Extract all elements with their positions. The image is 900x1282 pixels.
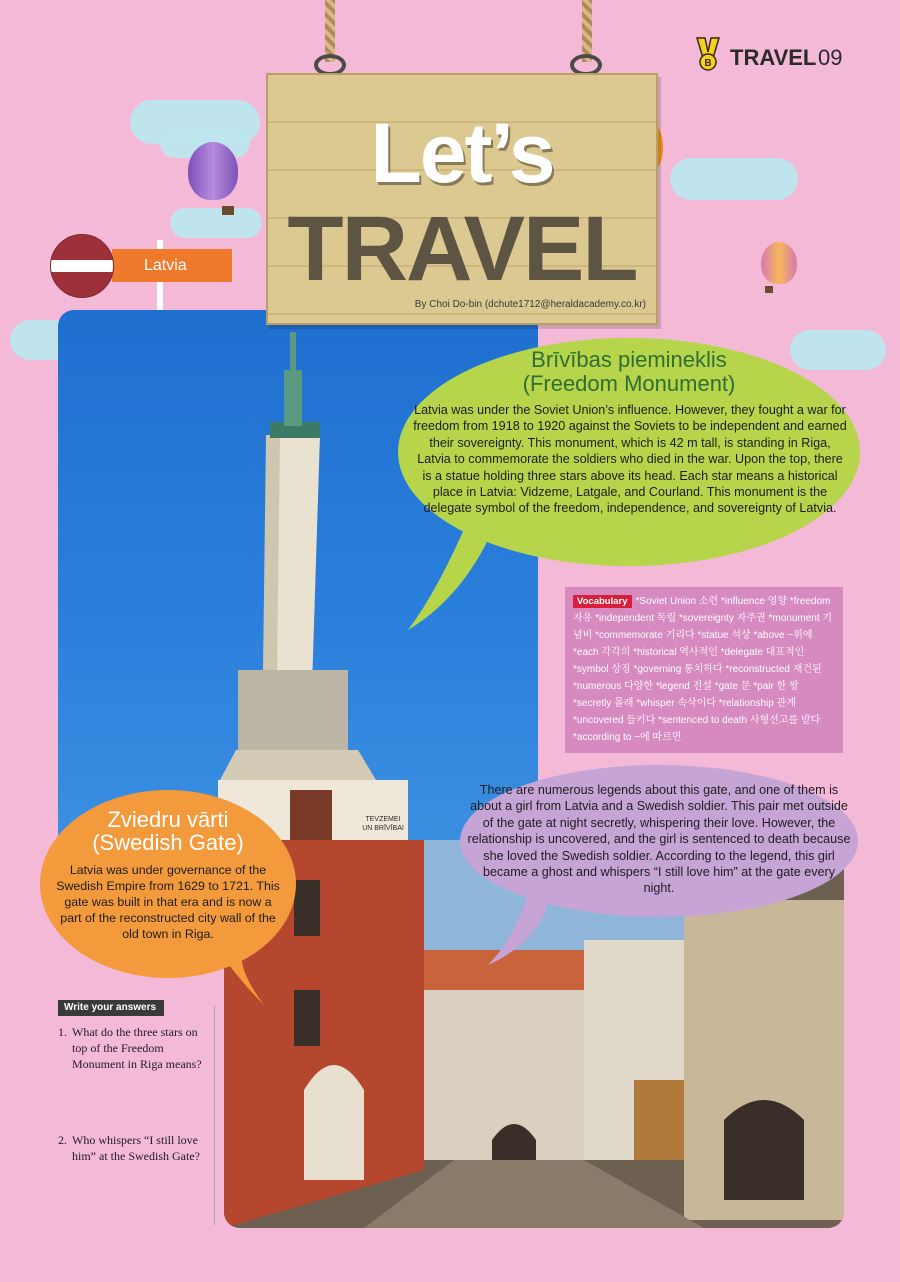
sign-rope [582, 0, 592, 62]
vocabulary-label: Vocabulary [573, 595, 632, 608]
write-answers-label: Write your answers [58, 1000, 164, 1016]
sign-title-line1: Let’s [370, 106, 554, 200]
hot-air-balloon-icon [761, 242, 797, 284]
vocabulary-box [565, 587, 843, 753]
freedom-monument-text: Latvia was under the Soviet Union’s influence. However, they fought a war for freedom from 1918 to 1920 against the Soviets to be independent and earned their sovereignty. This monument, which is 42 m tall, is standing in Riga, Latvia to commemorate the soldiers who died in the war. Upon the top, there is a statue holding three stars above its head. Each star means a historical place in Latvia: Vidzeme, Latgale, and Courland. This monument is the delegate symbol of the freedom, independence, and sovereignty of Latvia. [413, 403, 847, 516]
sign-title-line2: TRAVEL [287, 198, 637, 300]
question-number: 1. [58, 1025, 67, 1039]
vocabulary-text: *Soviet Union 소련 *influence 영향 *freedom 자유 *independent 독립 *sovereignty 자주권 *monument 기념비 *commemorate 기리다 *statue 석상 *above ~위에 *each 각각의 *historical 역사적인 *delegate 대표적인 *symbol 상징 *governing 통치하다 *reconstructed 재건된 *numerous 다양한 *legend 전설 *gate 문 *pair 한 쌍 *secretly 몰래 *whisper 속삭이다 *relationship 관계 *uncovered 들키다 *sentenced to death 사형선고를 받다 *according to ~에 따르면 [573, 596, 833, 743]
question-number: 2. [58, 1133, 67, 1147]
swedish-gate-title [40, 808, 296, 854]
svg-text:B: B [704, 58, 712, 69]
page-number: 09 [818, 45, 843, 70]
cloud-decoration [170, 208, 262, 238]
swedish-gate-text: Latvia was under governance of the Swedish Empire from 1629 to 1721. This gate was built in that era and is now a part of the reconstructed city wall of the old town in Riga. [56, 863, 280, 941]
balloon-basket-icon [222, 206, 234, 215]
question-text: Who whispers “I still love him” at the Swedish Gate? [72, 1133, 200, 1163]
balloon-basket-icon [765, 286, 773, 293]
hot-air-balloon-icon [188, 142, 238, 200]
latvia-flag-icon [50, 234, 114, 298]
question-text: What do the three stars on top of the Freedom Monument in Riga means? [72, 1025, 202, 1071]
section-title: TRAVEL [730, 45, 817, 70]
purple-bubble-tail [488, 895, 548, 965]
basic-herald-logo-icon [693, 30, 723, 72]
question-item [58, 1132, 210, 1164]
freedom-monument-title-latvian: Brīvības piemineklis [531, 347, 727, 372]
sign-rope [325, 0, 335, 62]
question-item [58, 1024, 210, 1072]
monument-plaque: TEVZEMEI UN BRĪVĪBAI [362, 816, 404, 832]
freedom-monument-title-english: (Freedom Monument) [522, 371, 736, 396]
lets-travel-sign [266, 73, 658, 325]
swedish-gate-legend-text: There are numerous legends about this gate, and one of them is about a girl from Latvia and a Swedish soldier. This pair met outside of the gate at night secretly, whispering their love. However, the relationship is uncovered, and the girl is sentenced to death because she loved the Swedish soldier. According to the legend, this girl became a ghost and whispers “I still love him” at the gate every night. [467, 783, 851, 896]
swedish-gate-title-english: (Swedish Gate) [92, 830, 244, 855]
freedom-monument-title [398, 348, 860, 396]
swedish-gate-title-latvian: Zviedru vārti [107, 807, 229, 832]
country-signpost: Latvia [112, 249, 232, 282]
author-byline: By Choi Do-bin (dchute1712@heraldacademy.co.kr) [414, 299, 646, 310]
answer-divider [214, 1005, 215, 1225]
cloud-decoration [670, 158, 798, 200]
